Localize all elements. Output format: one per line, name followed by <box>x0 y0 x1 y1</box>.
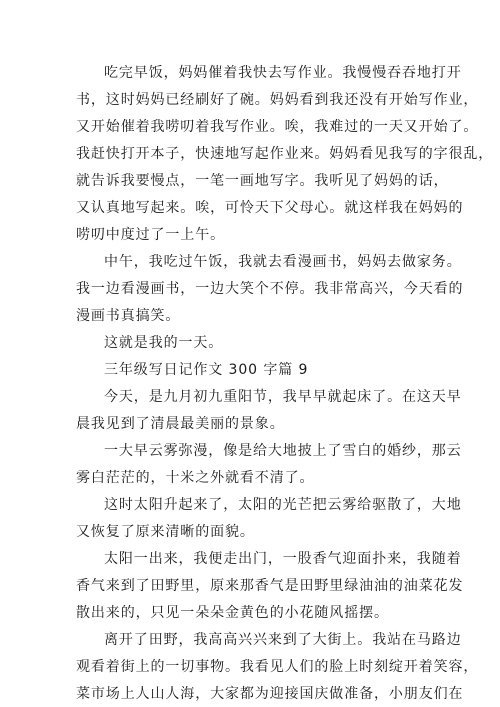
text-line: 又恢复了原来清晰的面貌。 <box>76 524 255 540</box>
text-line: 又开始催着我唠叨着我写作业。唉，我难过的一天又开始了。 <box>76 119 479 135</box>
text-line: 菜市场上人山人海，大家都为迎接国庆做准备，小朋友们在 <box>76 686 464 702</box>
text-line: 离开了田野，我高高兴兴来到了大街上。我站在马路边 <box>104 632 462 648</box>
text-line: 这就是我的一天。 <box>104 335 224 351</box>
text-line: 一大早云雾弥漫，像是给大地披上了雪白的婚纱，那云 <box>104 443 462 459</box>
text-line: 散出来的，只见一朵朵金黄色的小花随风摇摆。 <box>76 605 389 621</box>
section-heading: 三年级写日记作文 300 字篇 9 <box>104 362 309 378</box>
text-line: 雾白茫茫的，十米之外就看不清了。 <box>76 470 315 486</box>
text-line: 书，这时妈妈已经刷好了碗。妈妈看到我还没有开始写作业， <box>76 92 479 108</box>
text-line: 我一边看漫画书，一边大笑个不停。我非常高兴，今天看的 <box>76 281 464 297</box>
text-line: 香气来到了田野里，原来那香气是田野里绿油油的油菜花发 <box>76 578 464 594</box>
text-line: 又认真地写起来。唉，可怜天下父母心。就这样我在妈妈的 <box>76 200 464 216</box>
text-line: 中午，我吃过午饭，我就去看漫画书，妈妈去做家务。 <box>104 254 462 270</box>
text-line: 晨我见到了清晨最美丽的景象。 <box>76 416 285 432</box>
text-line: 这时太阳升起来了，太阳的光芒把云雾给驱散了，大地 <box>104 497 462 513</box>
text-line: 我赶快打开本子，快速地写起作业来。妈妈看见我写的字很乱， <box>76 146 494 162</box>
text-line: 今天，是九月初九重阳节，我早早就起床了。在这天早 <box>104 389 462 405</box>
text-line: 观看着街上的一切事物。我看见人们的脸上时刻绽开着笑容， <box>76 659 479 675</box>
text-line: 唠叨中度过了一上午。 <box>76 227 225 243</box>
text-line: 吃完早饭，妈妈催着我快去写作业。我慢慢吞吞地打开 <box>104 65 462 81</box>
text-line: 就告诉我要慢点，一笔一画地写字。我听见了妈妈的话， <box>76 173 449 189</box>
text-line: 漫画书真搞笑。 <box>76 308 181 324</box>
text-line: 太阳一出来，我便走出门，一股香气迎面扑来，我随着 <box>104 551 462 567</box>
